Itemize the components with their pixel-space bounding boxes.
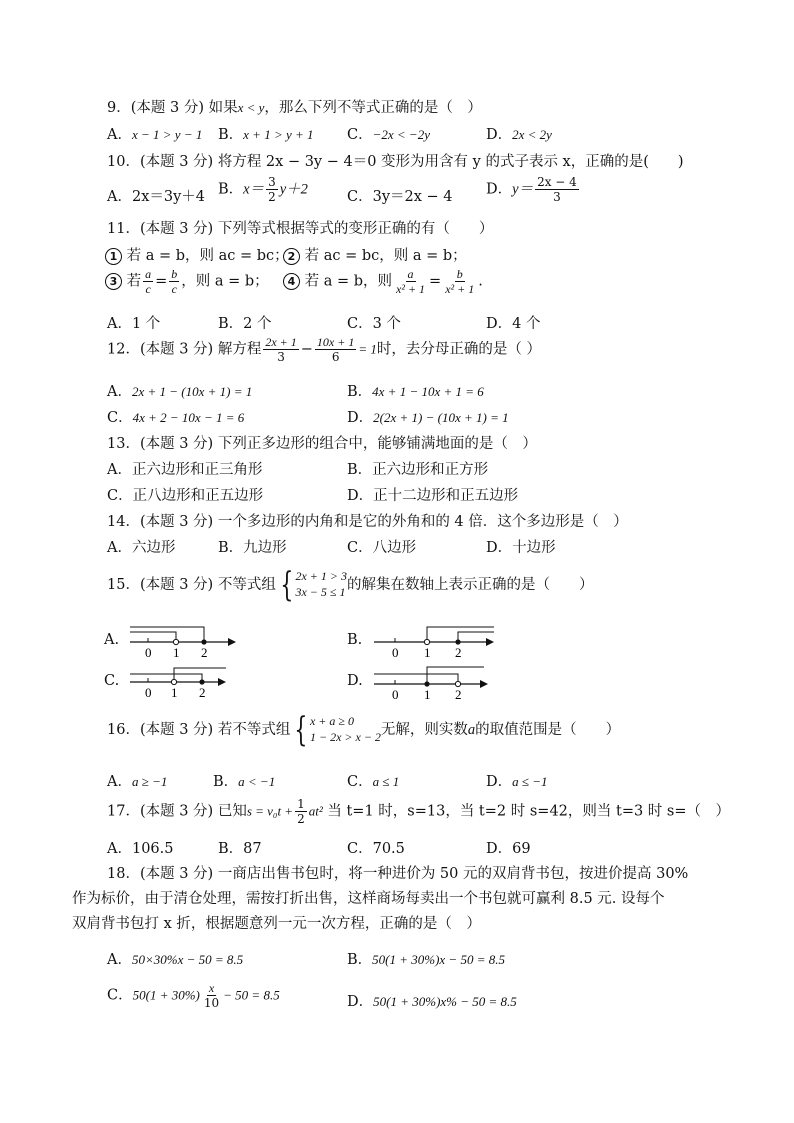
- ray-left: [130, 632, 176, 642]
- option-text: 50(1 + 30%)x − 50 = 8.5: [372, 952, 505, 967]
- q17-option-b[interactable]: B．87: [218, 841, 262, 857]
- q18-option-a[interactable]: [107, 948, 243, 969]
- q13-stem: 13．(本题 3 分) 下列正多边形的组合中，能够铺满地面的是（ ）: [107, 436, 537, 452]
- minus-sign: −: [300, 341, 313, 358]
- q16-option-b[interactable]: [213, 770, 275, 791]
- option-text: 50(1 + 30%): [132, 987, 200, 1003]
- fraction: [394, 268, 427, 295]
- q10-option-c[interactable]: C．3y＝2x − 4: [347, 189, 453, 205]
- q15-option-d-label[interactable]: D.: [347, 673, 363, 689]
- q11-statement-2: [283, 244, 467, 265]
- closed-point: [424, 681, 429, 686]
- q14-option-c[interactable]: C．八边形: [347, 540, 417, 556]
- q14-option-b[interactable]: B．九边形: [218, 540, 287, 556]
- option-text: 4x + 1 − 10x + 1 = 6: [372, 384, 484, 399]
- numerator: a: [407, 267, 414, 281]
- q9-condition: x < y: [237, 100, 265, 115]
- stem-text: 的取值范围是（ ）: [475, 722, 621, 738]
- q18-option-c[interactable]: [107, 982, 280, 1009]
- tick-label: 2: [455, 645, 462, 660]
- q10-option-a[interactable]: A．2x＝3y＋4: [107, 189, 206, 205]
- numerator: x: [208, 981, 215, 995]
- stem-text: 无解，则实数: [380, 722, 468, 738]
- q16-stem: [107, 710, 621, 750]
- q11-statement-1: [105, 244, 289, 265]
- inequality-row: 2x + 1 > 3: [295, 569, 347, 584]
- stem-text: 时，去分母正确的是（ ）: [376, 341, 541, 358]
- fraction: [263, 336, 298, 363]
- tick-label: 1: [171, 685, 178, 700]
- inequality-row: 3x − 5 ≤ 1: [295, 585, 346, 599]
- ray-left: [374, 674, 458, 684]
- option-label: D．: [486, 774, 513, 790]
- equals-sign: =: [155, 273, 168, 290]
- option-label: C．: [107, 410, 133, 426]
- option-text: 4x + 2 − 10x − 1 = 6: [132, 410, 245, 425]
- denominator: 6: [331, 350, 340, 364]
- option-label: B．: [213, 774, 239, 790]
- left-brace: {: [280, 565, 294, 605]
- fraction: [443, 268, 476, 295]
- q17-stem: [107, 798, 730, 825]
- ray-left: [130, 674, 202, 682]
- fraction: [295, 798, 307, 825]
- closed-point: [199, 679, 204, 684]
- q15-option-c-number-line[interactable]: [128, 662, 228, 702]
- option-label: C．: [347, 774, 373, 790]
- q11-option-c[interactable]: C．3 个: [347, 316, 401, 332]
- tick-label: 0: [392, 645, 399, 660]
- q16-option-c[interactable]: [347, 770, 399, 791]
- option-text: a ≥ −1: [131, 774, 168, 789]
- circled-number: 3: [105, 273, 122, 290]
- option-text: a ≤ 1: [372, 774, 400, 789]
- option-label: B．: [347, 952, 373, 968]
- q9-stem-pre: 9．(本题 3 分) 如果: [107, 100, 238, 116]
- option-text: x + 1 > y + 1: [243, 127, 314, 142]
- option-text: 2x < 2y: [512, 127, 552, 142]
- numerator: b: [456, 267, 463, 281]
- option-text: 2(2x + 1) − (10x + 1) = 1: [373, 410, 509, 425]
- numerator: 2x − 4: [537, 175, 577, 189]
- tick-label: 0: [392, 687, 399, 702]
- numerator: b: [171, 267, 178, 281]
- equals-sign: =: [429, 273, 442, 290]
- option-text: − 50 = 8.5: [223, 987, 280, 1003]
- q17-option-c[interactable]: C．70.5: [347, 841, 405, 857]
- q18-option-d[interactable]: [347, 990, 517, 1011]
- q15-option-b-label[interactable]: B.: [347, 632, 363, 648]
- closed-point: [201, 639, 206, 644]
- q14-option-d[interactable]: D．十边形: [486, 540, 556, 556]
- option-text: −2x < −2y: [372, 127, 430, 142]
- q17-option-a[interactable]: A．106.5: [107, 841, 174, 857]
- fraction: [266, 176, 278, 203]
- option-label: B．: [218, 127, 244, 143]
- q9-option-b[interactable]: [218, 123, 314, 144]
- tick-label: 1: [173, 645, 180, 660]
- open-point: [173, 639, 178, 644]
- q18-line-3: 双肩背书包打 x 折，根据题意列一元一次方程，正确的是（ ）: [72, 916, 481, 932]
- option-label: D．: [486, 127, 513, 143]
- q9-stem: [107, 96, 482, 117]
- q15-option-a-label[interactable]: A.: [104, 632, 120, 648]
- option-text: 50(1 + 30%)x% − 50 = 8.5: [373, 994, 517, 1009]
- denominator: 3: [553, 190, 561, 204]
- tick-label: 1: [424, 645, 431, 660]
- statement-text: .: [478, 273, 483, 290]
- option-text: a < −1: [238, 774, 276, 789]
- q14-option-a[interactable]: A．六边形: [107, 540, 176, 556]
- q9-option-d[interactable]: [486, 123, 552, 144]
- q15-option-c-label[interactable]: C.: [104, 673, 120, 689]
- stem-text: 12．(本题 3 分) 解方程: [107, 341, 262, 358]
- closed-point: [455, 639, 460, 644]
- q13-option-c[interactable]: C．正八边形和正五边形: [107, 488, 264, 504]
- equals-one: = 1: [358, 341, 377, 357]
- q18-line-2: 作为标价，由于清仓处理，需按打折出售，这样商场每卖出一个书包就可赢利 8.5 元. 设每个: [72, 891, 665, 907]
- option-text: x＝: [243, 181, 265, 198]
- denominator: c: [171, 282, 177, 296]
- inequality-row: 1 − 2x > x − 2: [309, 730, 381, 744]
- open-point: [171, 679, 176, 684]
- stem-text: 16．(本题 3 分) 若不等式组: [107, 722, 291, 738]
- option-text: a ≤ −1: [512, 774, 548, 789]
- axis-arrow: [486, 638, 494, 646]
- q10-option-b[interactable]: [218, 176, 308, 203]
- denominator: x² + 1: [396, 282, 426, 296]
- q15-option-d-number-line[interactable]: [372, 662, 492, 702]
- q9-option-c[interactable]: [347, 123, 430, 144]
- tick-label: 2: [455, 687, 462, 702]
- q12-stem: [107, 336, 541, 363]
- ray-right: [427, 667, 484, 684]
- numerator: 2x + 1: [265, 335, 297, 349]
- left-brace: {: [294, 710, 308, 750]
- statement-text: 若 a = b，则: [304, 273, 393, 290]
- denominator: 2: [297, 812, 305, 826]
- q11-option-b[interactable]: B．2 个: [218, 316, 272, 332]
- axis-arrow: [228, 638, 236, 646]
- q10-stem: 10．(本题 3 分) 将方程 2x − 3y − 4＝0 变形为用含有 y 的式子表示 x，正确的是( ): [107, 154, 684, 170]
- stem-text: 17．(本题 3 分) 已知: [107, 803, 247, 820]
- q14-stem: 14．(本题 3 分) 一个多边形的内角和是它的外角和的 4 倍．这个多边形是（ ）: [107, 514, 628, 530]
- denominator: x² + 1: [445, 282, 475, 296]
- fraction: [202, 982, 221, 1009]
- option-label: A．: [107, 952, 132, 968]
- inequality-row: x + a ≥ 0: [309, 714, 354, 729]
- q12-option-b[interactable]: [347, 380, 484, 401]
- option-label: C．: [107, 987, 133, 1004]
- denominator: 10: [203, 996, 220, 1010]
- statement-text: 若 ac = bc，则 a = b；: [304, 248, 467, 264]
- inequality-system: [290, 710, 381, 750]
- stem-text: 15．(本题 3 分) 不等式组: [107, 577, 276, 593]
- statement-text: 若: [126, 273, 142, 290]
- option-label: B．: [218, 181, 244, 198]
- fraction: [143, 268, 153, 295]
- option-label: B．: [347, 384, 373, 400]
- option-text: y＝: [512, 181, 534, 198]
- axis-arrow: [218, 678, 226, 686]
- tick-label: 2: [201, 645, 208, 660]
- denominator: 2: [268, 190, 276, 204]
- tick-label: 0: [145, 685, 152, 700]
- option-label: C．: [347, 127, 373, 143]
- tick-label: 2: [199, 685, 206, 700]
- denominator: 3: [277, 350, 285, 364]
- q11-statement-3: [105, 268, 269, 295]
- tick-label: 0: [145, 645, 152, 660]
- fraction: [535, 176, 579, 203]
- open-point: [424, 639, 429, 644]
- q15-option-a-number-line[interactable]: [128, 620, 238, 660]
- q16-option-a[interactable]: [107, 770, 167, 791]
- q16-option-d[interactable]: [486, 770, 548, 791]
- q11-option-a[interactable]: A．1 个: [107, 316, 161, 332]
- q11-stem: 11．(本题 3 分) 下列等式根据等式的变形正确的有（ ）: [107, 221, 494, 237]
- statement-text: 若 a = b，则 ac = bc；: [126, 248, 289, 264]
- option-label: A．: [107, 774, 132, 790]
- numerator: 1: [297, 797, 305, 811]
- option-text: x − 1 > y − 1: [131, 127, 203, 142]
- q9-option-a[interactable]: [107, 123, 202, 144]
- option-label: A．: [107, 127, 132, 143]
- tick-label: 1: [424, 687, 431, 702]
- axis-arrow: [480, 680, 488, 688]
- circled-number: 2: [283, 248, 300, 265]
- stem-text: 的解集在数轴上表示正确的是（ ）: [347, 577, 594, 593]
- q11-option-d[interactable]: D．4 个: [486, 316, 541, 332]
- q11-statement-4: [283, 268, 483, 295]
- option-label: D．: [347, 994, 374, 1010]
- numerator: a: [145, 267, 152, 281]
- fraction: [315, 336, 356, 363]
- stem-text: 当 t=1 时，s=13，当 t=2 时 s=42，则当 t=3 时 s=（ ）: [322, 803, 731, 820]
- q13-option-a[interactable]: A．正六边形和正三角形: [107, 462, 263, 478]
- q12-option-d[interactable]: [347, 406, 509, 427]
- option-label: A．: [107, 384, 132, 400]
- circled-number: 4: [283, 273, 300, 290]
- q12-option-c[interactable]: [107, 406, 244, 427]
- option-text: 50×30%x − 50 = 8.5: [131, 952, 244, 967]
- q12-option-a[interactable]: [107, 380, 252, 401]
- numerator: 10x + 1: [316, 335, 355, 349]
- q13-option-d[interactable]: D．正十二边形和正五边形: [347, 488, 519, 504]
- option-text: y＋2: [279, 181, 308, 198]
- ray-right: [427, 627, 494, 642]
- ray-left: [130, 627, 204, 642]
- option-label: D．: [486, 181, 513, 198]
- circled-number: 1: [105, 248, 122, 265]
- numerator: 3: [268, 175, 276, 189]
- q17-option-d[interactable]: D．69: [486, 841, 531, 857]
- option-label: D．: [347, 410, 374, 426]
- q18-option-b[interactable]: [347, 948, 505, 969]
- q10-option-d[interactable]: [486, 176, 581, 203]
- q9-stem-post: ，那么下列不等式正确的是（ ）: [264, 100, 482, 116]
- q15-option-b-number-line[interactable]: [372, 620, 497, 660]
- formula: at²: [308, 803, 323, 819]
- q15-stem: [107, 565, 594, 605]
- denominator: c: [145, 282, 151, 296]
- inequality-system: [276, 565, 347, 605]
- fraction: [169, 268, 179, 295]
- variable: a: [467, 722, 476, 738]
- q18-line-1: 18．(本题 3 分) 一商店出售书包时，将一种进价为 50 元的双肩背书包，按进价提高 30%: [107, 866, 689, 882]
- statement-text: ，则 a = b；: [181, 273, 269, 290]
- formula: s = v₀t +: [246, 803, 294, 819]
- option-text: 2x + 1 − (10x + 1) = 1: [131, 384, 253, 399]
- open-point: [455, 681, 460, 686]
- q13-option-b[interactable]: B．正六边形和正方形: [347, 462, 489, 478]
